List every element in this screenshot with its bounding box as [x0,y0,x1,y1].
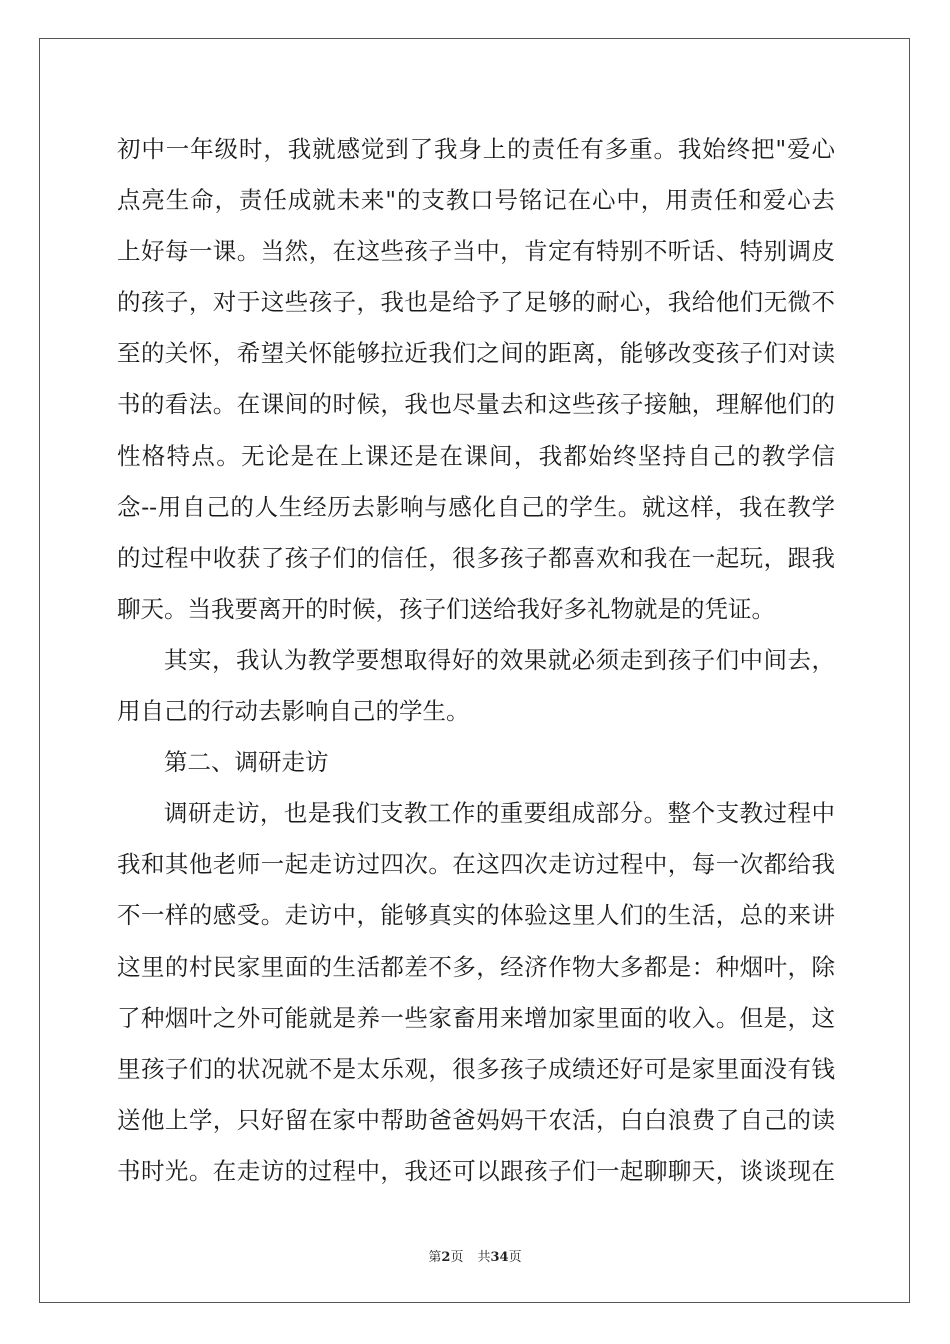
document-body [117,131,835,1204]
text-line: 送他上学，只好留在家中帮助爸爸妈妈干农活，白白浪费了自己的读 [117,1105,835,1134]
text-line: 的过程中收获了孩子们的信任，很多孩子都喜欢和我在一起玩，跟我 [117,543,835,572]
text-line: 调研走访，也是我们支教工作的重要组成部分。整个支教过程中 [164,799,835,828]
page-footer [0,1246,950,1265]
text-line: 至的关怀，希望关怀能够拉近我们之间的距离，能够改变孩子们对读 [117,339,835,368]
text-line: 的孩子，对于这些孩子，我也是给予了足够的耐心，我给他们无微不 [117,288,835,317]
text-line: 我和其他老师一起走访过四次。在这四次走访过程中，每一次都给我 [117,850,835,879]
text-line: 初中一年级时，我就感觉到了我身上的责任有多重。我始终把"爱心 [117,135,835,163]
text-line: 书的看法。在课间的时候，我也尽量去和这些孩子接触，理解他们的 [117,390,835,419]
section-heading: 第二、调研走访 [164,748,329,777]
text-line: 念--用自己的人生经历去影响与感化自己的学生。就这样，我在教学 [117,492,835,521]
page-suffix: 页 [450,1250,464,1265]
text-line: 聊天。当我要离开的时候，孩子们送给我好多礼物就是的凭证。 [117,594,775,623]
text-line: 里孩子们的状况就不是太乐观，很多孩子成绩还好可是家里面没有钱 [117,1054,835,1083]
text-line: 这里的村民家里面的生活都差不多，经济作物大多都是：种烟叶，除 [117,952,835,981]
text-line: 了种烟叶之外可能就是养一些家畜用来增加家里面的收入。但是，这 [117,1003,835,1032]
page-number: 2 [441,1250,451,1265]
total-pages: 34 [490,1250,509,1265]
text-line: 用自己的行动去影响自己的学生。 [117,697,470,726]
text-line: 其实，我认为教学要想取得好的效果就必须走到孩子们中间去， [164,645,835,674]
text-line: 上好每一课。当然，在这些孩子当中，肯定有特别不听话、特别调皮 [117,237,835,266]
text-line: 书时光。在走访的过程中，我还可以跟孩子们一起聊聊天，谈谈现在 [117,1156,835,1185]
page-prefix: 第 [428,1250,442,1265]
total-prefix: 共 [477,1250,491,1265]
text-line: 性格特点。无论是在上课还是在课间，我都始终坚持自己的教学信 [117,441,835,470]
text-line: 不一样的感受。走访中，能够真实的体验这里人们的生活，总的来讲 [117,901,835,930]
total-suffix: 页 [508,1250,522,1265]
text-line: 点亮生命，责任成就未来"的支教口号铭记在心中，用责任和爱心去 [117,186,835,215]
